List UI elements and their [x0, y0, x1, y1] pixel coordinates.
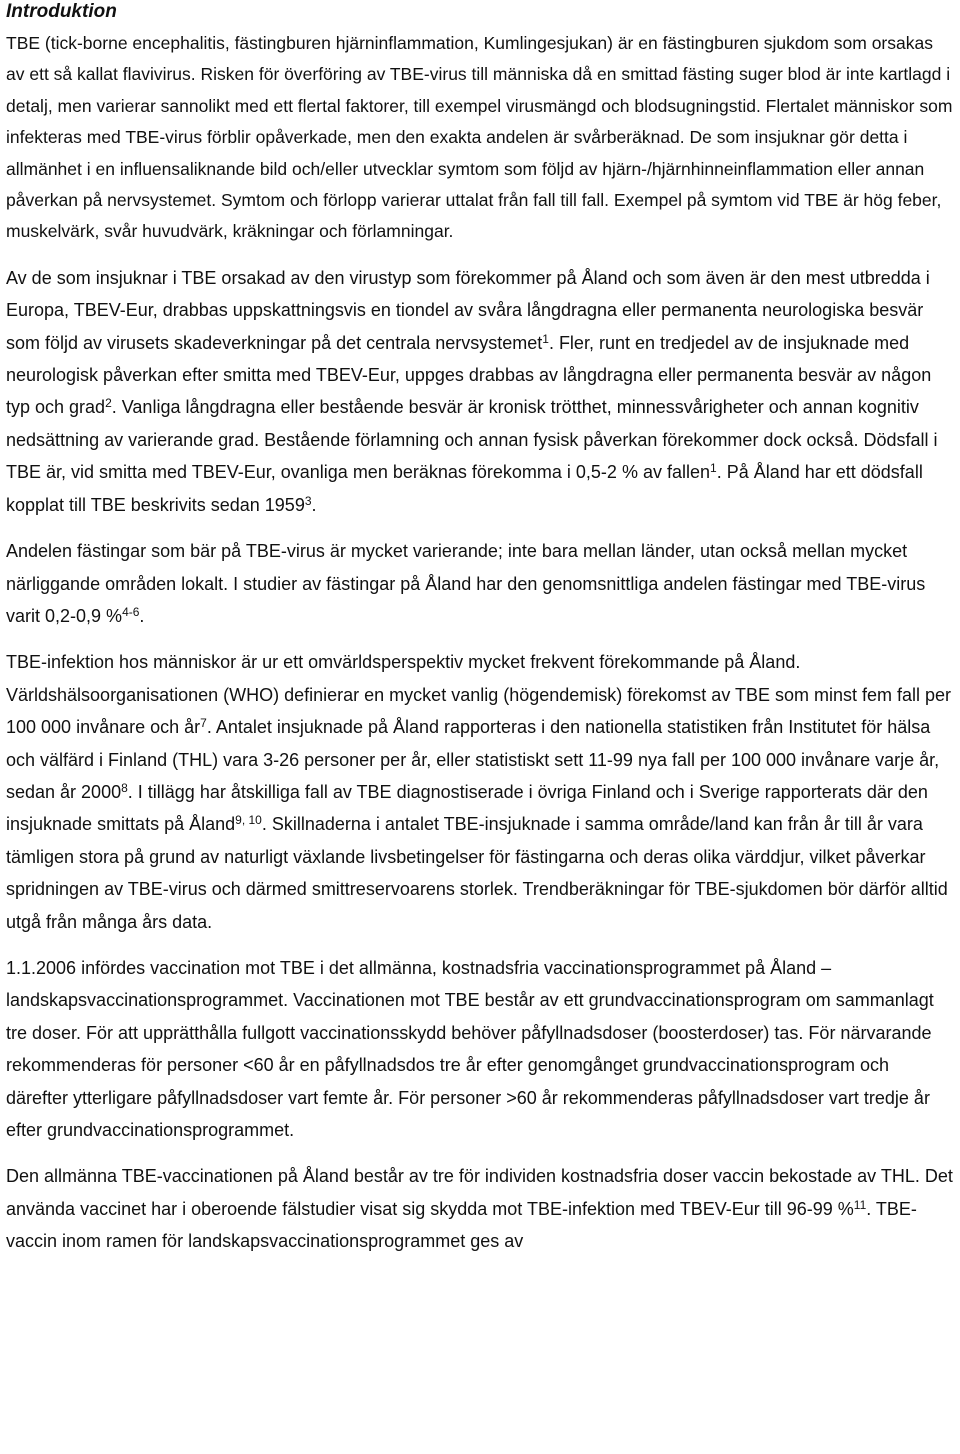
reference-superscript: 9, 10	[235, 813, 262, 828]
text-run: .	[139, 605, 145, 626]
text-run: TBE (tick-borne encephalitis, fästingburen hjärninflammation, Kumlingesjukan) är en fästingburen sjukdom som orsakas av ett så kallat flavivirus. Risken för överföring av TBE-virus till människa då en smittad fästing suger blod är inte kartlagd i detalj, men varierar sannolikt med ett flertal faktorer, till exempel virusmängd och blodsugningstid. Flertalet människor som infekteras med TBE-virus förblir opåverkade, men den exakta andelen är svårberäknad. De som insjuknar gör detta i allmänhet i en influensaliknande bild och/eller utvecklar symtom som följd av hjärn-/hjärnhinneinflammation eller annan påverkan på nervsystemet. Symtom och förlopp varierar uttalat från fall till fall. Exempel på symtom vid TBE är hög feber, muskelvärk, svår huvudvärk, kräkningar och förlamningar.	[6, 33, 953, 242]
paragraph-incidence	[6, 646, 954, 938]
text-run: . På Åland har ett dödsfall kopplat till TBE beskrivits sedan 1959	[6, 462, 923, 515]
reference-superscript: 7	[200, 716, 207, 731]
reference-superscript: 2	[105, 396, 112, 411]
text-run: . Fler, runt en tredjedel av de insjuknade med neurologisk påverkan efter smitta med TBEV-Eur, uppges drabbas av långdragna eller permanenta besvär av någon typ och grad	[6, 332, 932, 418]
text-run: . Antalet insjuknade på Åland rapporteras i den nationella statistiken från Institutet för hälsa och välfärd i Finland (THL) vara 3-26 personer per år, eller statistiskt sett 11-99 nya fall per 100 000 invånare varje år, sedan år 2000	[6, 717, 940, 802]
paragraph-tbe-definition	[6, 28, 954, 248]
text-run: 1.1.2006 infördes vaccination mot TBE i det allmänna, kostnadsfria vaccinationsprogrammet på Åland – landskapsvaccinationsprogrammet. Vaccinationen mot TBE består av ett grundvaccinationsprogram om sammanlagt tre doser. För att upprätthålla fullgott vaccinationsskydd behöver påfyllnadsdoser (boosterdoser) tas. För närvarande rekommenderas för personer <60 år en påfyllnadsdos tre år efter genomgånget grundvaccinationsprogram och därefter ytterligare påfyllnadsdoser vart femte år. För personer >60 år rekommenderas påfyllnadsdoser vart tredje år efter grundvaccinationsprogrammet.	[6, 957, 934, 1140]
paragraph-vaccine-cost	[6, 1160, 954, 1257]
reference-superscript: 3	[304, 493, 312, 508]
text-run: . I tillägg har åtskilliga fall av TBE diagnostiserade i övriga Finland och i Sverige rapporterats där den insjuknade smittats på Åland	[6, 781, 928, 835]
paragraph-tick-prevalence	[6, 535, 954, 632]
paragraph-disease-severity	[6, 262, 954, 521]
reference-superscript: 1	[710, 461, 717, 476]
section-heading: Introduktion	[6, 1, 117, 22]
text-run: . Skillnaderna i antalet TBE-insjuknade i samma område/land kan från år till år vara tämligen stora på grund av naturligt växlande livsbetingelser för fästingarna och deras olika värddjur, vilket påverkar spridningen av TBE-virus och därmed smittreservoarens storlek. Trendberäkningar för TBE-sjukdomen bör därför alltid utgå från många års data.	[6, 814, 948, 932]
text-run: .	[311, 494, 317, 515]
reference-superscript: 1	[542, 331, 549, 346]
text-run: Den allmänna TBE-vaccinationen på Åland består av tre för individen kostnadsfria doser vaccin bekostade av THL. Det använda vaccinet har i oberoende fälstudier visat sig skydda mot TBE-infektion med TBEV-Eur till 96-99 %	[6, 1166, 953, 1219]
text-run: TBE-infektion hos människor är ur ett omvärldsperspektiv mycket frekvent förekommande på Åland. Världshälsoorganisationen (WHO) definierar en mycket vanlig (högendemisk) förekomst av TBE som minst fem fall per 100 000 invånare och år	[6, 652, 952, 738]
paragraph-vaccination-program	[6, 952, 954, 1146]
reference-superscript: 8	[121, 780, 128, 795]
text-run: . TBE-vaccin inom ramen för landskapsvaccinationsprogrammet ges av	[6, 1198, 917, 1252]
text-run: . Vanliga långdragna eller bestående besvär är kronisk trötthet, minnessvårigheter och annan kognitiv nedsättning av varierande grad. Bestående förlamning och annan fysisk påverkan förekommer dock också. Dödsfall i TBE är, vid smitta med TBEV-Eur, ovanliga men beräknas förekomma i 0,5-2 % av fallen	[6, 397, 938, 483]
reference-superscript: 11	[853, 1197, 867, 1212]
text-run: Av de som insjuknar i TBE orsakad av den virustyp som förekommer på Åland och som även är den mest utbredda i Europa, TBEV-Eur, drabbas uppskattningsvis en tiondel av svåra långdragna eller permanenta neurologiska besvär som följd av virusets skadeverkningar på det centrala nervsystemet	[6, 267, 930, 353]
reference-superscript: 4-6	[122, 604, 140, 619]
document-page	[6, 0, 954, 1258]
text-run: Andelen fästingar som bär på TBE-virus är mycket varierande; inte bara mellan länder, utan också mellan mycket närliggande områden lokalt. I studier av fästingar på Åland har den genomsnittliga andelen fästingar med TBE-virus varit 0,2-0,9 %	[6, 541, 926, 626]
